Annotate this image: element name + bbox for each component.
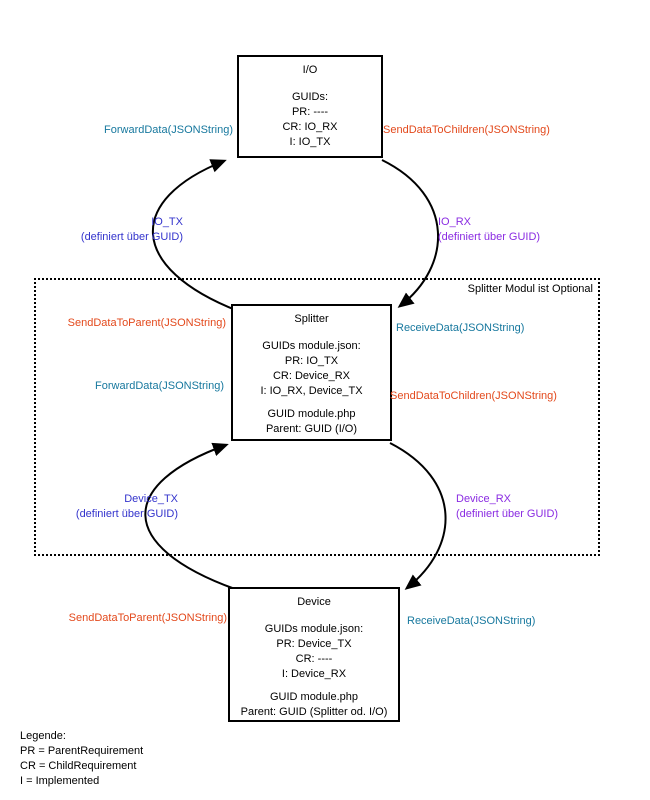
legend [20,729,143,789]
node-device-line: I: Device_RX [281,668,347,680]
label-forwarddata-splitter: ForwardData(JSONString) [95,380,224,392]
node-splitter-line: Parent: GUID (I/O) [265,423,358,435]
node-device-line: CR: ---- [295,653,333,665]
optional-region-label: Splitter Modul ist Optional [467,283,593,295]
node-device [228,587,400,722]
node-splitter-line: PR: IO_TX [284,355,339,367]
legend-item: PR = ParentRequirement [20,745,144,757]
node-io-line: I: IO_TX [289,136,331,148]
node-device-line: Parent: GUID (Splitter od. I/O) [240,706,388,718]
label-device-tx [76,492,178,522]
legend-item: I = Implemented [20,775,100,787]
node-io-title: I/O [302,64,318,76]
label-senddatatoparent-splitter: SendDataToParent(JSONString) [67,317,226,329]
node-io [237,55,383,158]
node-io-line: CR: IO_RX [282,121,338,133]
label-io-rx-name: IO_RX [438,216,472,228]
node-io-line: PR: ---- [291,106,329,118]
label-receivedata-splitter: ReceiveData(JSONString) [396,322,525,334]
label-io-rx-note: (definiert über GUID) [438,231,541,243]
label-device-tx-name: Device_TX [124,493,178,505]
node-io-line: GUIDs: [291,91,329,103]
label-senddatatochildren-splitter: SendDataToChildren(JSONString) [390,390,557,402]
node-splitter-title: Splitter [294,313,329,325]
label-senddatatoparent-device: SendDataToParent(JSONString) [68,612,227,624]
label-device-rx-name: Device_RX [456,493,512,505]
label-receivedata-device: ReceiveData(JSONString) [407,615,536,627]
legend-title: Legende: [20,730,66,742]
node-splitter-line: GUID module.php [267,408,356,420]
label-io-tx-name: IO_TX [151,216,183,228]
label-senddatatochildren-io: SendDataToChildren(JSONString) [383,124,550,136]
node-device-line: PR: Device_TX [276,638,352,650]
label-device-rx [456,492,558,522]
node-splitter-line: CR: Device_RX [272,370,351,382]
node-device-title: Device [297,596,331,608]
node-splitter [231,304,392,441]
label-device-tx-note: (definiert über GUID) [75,508,178,520]
node-device-line: GUID module.php [269,691,359,703]
node-splitter-line: GUIDs module.json: [262,340,361,352]
label-io-rx [438,215,540,245]
label-device-rx-note: (definiert über GUID) [456,508,559,520]
node-splitter-line: I: IO_RX, Device_TX [260,385,363,397]
label-io-tx [81,215,183,245]
legend-item: CR = ChildRequirement [20,760,137,772]
label-forwarddata-io: ForwardData(JSONString) [104,124,233,136]
label-io-tx-note: (definiert über GUID) [80,231,183,243]
node-device-line: GUIDs module.json: [264,623,364,635]
